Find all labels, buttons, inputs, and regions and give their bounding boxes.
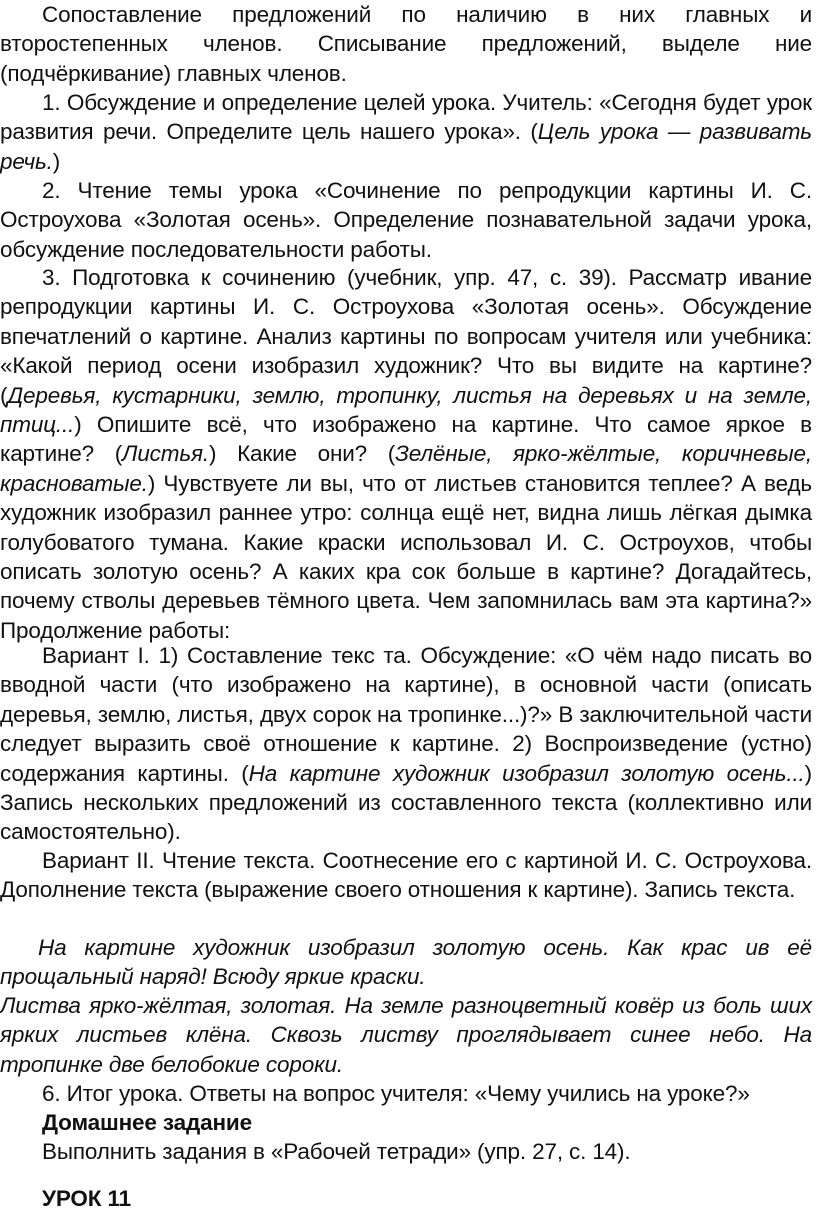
variant-1-text-1: Вариант I. 1) Составление текс та. Обсуждение: «О чём надо писать во вводной части (что изображено на картине), в основной части (описать деревья, землю, листья, двух сорок на тропинке...)?» В заключительной части следует выразить своё отношение к картине. 2) Воспроизведение (устно) содержания картины. ( [0,643,812,786]
step-3-text-3: ) Какие они? ( [209,441,396,467]
story-paragraph-2: Листва ярко-жёлтая, золотая. На земле разноцветный ковёр из боль ших ярких листьев клёна. Сквозь листву проглядывает синее небо. На тропинке две белобокие сороки. [0,993,812,1077]
summary-paragraph: 6. Итог урока. Ответы на вопрос учителя: «Чему учились на уроке?» [42,1081,750,1106]
step-3-italic-1: Деревья, кустарники, землю, тропинку, листья на деревьях и на земле, птиц... [0,382,812,438]
variant-1-text-2: ) Запись нескольких предложений из составленного текста (коллективно или самостоятельно). [0,760,812,845]
step-3-italic-3: Зелёные, ярко-жёлтые, коричневые, красноватые. [0,441,812,496]
step-3-text-1: 3. Подготовка к сочинению (учебник, упр. 47, с. 39). Рассматр ивание репродукции картины И. С. Остроухова «Золотая осень». Обсуждение впечатлений о картине. Анализ картины по вопросам учителя или учебника: «Какой период осени изобразил художник? Что вы видите на картине? ( [0,265,812,408]
step-1-text: 1. Обсуждение и определение целей урока. Учитель: «Сегодня будет урок развития речи. Определите цель нашего урока». ( [0,90,812,145]
step-2-paragraph: 2. Чтение темы урока «Сочинение по репродукции картины И. С. Остроухова «Золотая осень». Определение познавательной задачи урока, обсуждение последовательности работы. [0,178,812,262]
homework-title: Домашнее задание [42,1110,252,1135]
step-1-italic: Цель урока — развивать речь. [0,119,812,174]
variant-1-italic: На картине художник изобразил золотую осень... [248,760,805,786]
intro-paragraph: Сопоставление предложений по наличию в них главных и второстепенных членов. Списывание предложений, выделе ние (подчёркивание) главных членов. [0,2,812,86]
step-1-end: ) [52,148,61,174]
story-paragraph-1: На картине художник изобразил золотую осень. Как крас ив её прощальный наряд! Всюду яркие краски. [0,935,812,990]
step-3-text-4: ) Чувствуете ли вы, что от листьев становится теплее? А ведь художник изобразил раннее утро: солнца ещё нет, видна лишь лёгкая дымка голубоватого тумана. Какие краски использовал И. С. Остроухов, чтобы описать золотую осень? А каких кра сок больше в картине? Догадайтесь, почему стволы деревьев тёмного цвета. Чем запомнилась вам эта картина?» Продолжение работы: [0,470,812,643]
variant-2-paragraph: Вариант II. Чтение текста. Соотнесение его с картиной И. С. Остроухова. Дополнение текста (выражение своего отношения к картине). Запись текста. [0,848,812,903]
step-3-italic-2: Листья. [122,441,210,467]
step-3-text-2: ) Опишите всё, что изображено на картине. Что самое яркое в картине? ( [0,412,812,467]
step-3-paragraph [0,263,812,645]
step-1-paragraph [0,88,812,176]
variant-1-paragraph [0,641,812,847]
lesson-heading: УРОК 11 [42,1186,131,1211]
homework-text: Выполнить задания в «Рабочей тетради» (упр. 27, с. 14). [42,1139,631,1164]
